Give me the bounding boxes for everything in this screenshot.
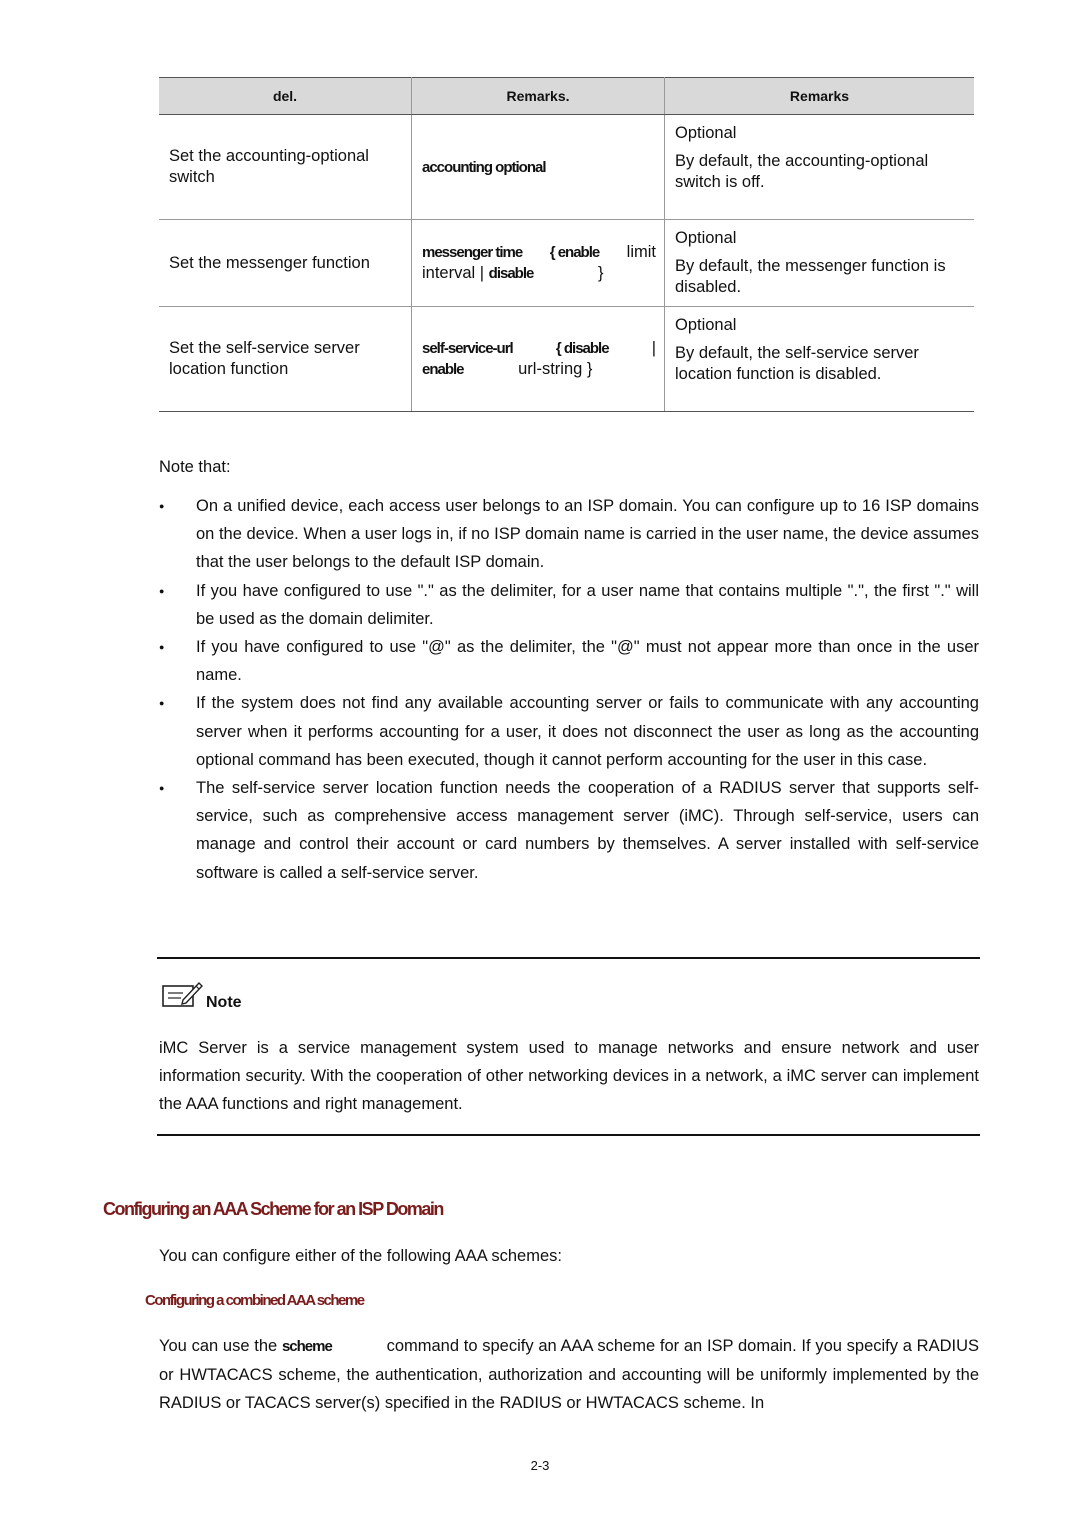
table-row [159,307,974,412]
list-item: ● The self-service server location function needs the cooperation of a RADIUS server that supports self-service, such as comprehensive access management server (iMC). Through self-service, users can manage and control their account or card numbers by themselves. A server installed with self-service software is called a self-service server. [159,774,979,887]
table-cell-todo: Set the accounting-optional switch [159,115,412,220]
command-keyword: { disable [555,340,609,357]
table-header-row [159,78,974,115]
command-table [159,77,974,412]
table-header-todo: del. [159,78,412,115]
section-subheading: Configuring a combined AAA scheme [145,1292,364,1309]
para-rest: command to specify an AAA scheme for an ISP domain. If you specify a RADIUS or HWTACACS scheme, the authentication, authorization and accounting will be uniformly implemented by the RADIUS or TACACS server(s) specified in the RADIUS or HWTACACS scheme. In [159,1337,980,1413]
command-keyword: self-service-url [422,340,513,357]
notes-list [159,492,979,887]
note-top-divider [157,957,980,959]
table-cell-remarks [665,115,975,220]
note-that-label: Note that: [159,458,231,476]
command-keyword: enable [422,361,464,378]
section-heading: Configuring an AAA Scheme for an ISP Domain [103,1199,443,1219]
note-pencil-icon [161,980,203,1010]
table-header-remarks: Remarks [665,78,975,115]
command-part: url-string } [518,360,593,378]
command-keyword: disable [488,265,534,282]
section-intro: You can configure either of the following AAA schemes: [159,1247,562,1265]
list-item: ● If the system does not find any available accounting server or fails to communicate with any accounting server when it performs accounting for a user, it does not disconnect the user as long as the accounting optional command has been executed, though it cannot perform accounting for the user in this case. [159,689,979,774]
list-item: ● On a unified device, each access user belongs to an ISP domain. You can configure up to 16 ISP domains on the device. When a user logs in, if no ISP domain name is carried in the user name, the device assumes that the user belongs to the default ISP domain. [159,492,979,577]
table-row [159,220,974,307]
page-number: 2-3 [530,1458,550,1473]
table-cell-command [412,115,665,220]
para-command: scheme [281,1338,332,1355]
command-part: limit [626,243,656,261]
note-text: iMC Server is a service management system used to manage networks and ensure network and user information security. With the cooperation of other networking devices in a network, a iMC server can implement the AAA functions and right management. [159,1039,979,1114]
note-label: Note [206,994,242,1011]
list-item: ● If you have configured to use "@" as the delimiter, the "@" must not appear more than once in the user name. [159,633,979,689]
command-keyword: messenger time [422,244,523,261]
command-part [550,242,600,263]
table-header-command: Remarks. [412,78,665,115]
remark-line: By default, the self-service server location function is disabled. [675,344,919,383]
table-cell-todo: Set the self-service server location function [159,307,412,412]
remark-line: By default, the messenger function is disabled. [675,257,946,296]
remark-line: By default, the accounting-optional switch is off. [675,152,929,191]
remark-line: Optional [675,316,737,334]
table-cell-remarks [665,220,975,307]
remark-line: Optional [675,124,737,142]
table-cell-remarks [665,307,975,412]
table-cell-command [412,307,665,412]
table-cell-command [412,220,665,307]
remark-line: Optional [675,229,737,247]
table-cell-todo: Set the messenger function [159,220,412,307]
command-keyword: accounting optional [422,158,546,176]
para-prefix: You can use the [159,1337,278,1355]
command-part: interval | [422,264,485,282]
command-keyword: { enable [549,244,600,261]
table-row [159,115,974,220]
section-paragraph [159,1332,979,1418]
note-bottom-divider [157,1134,980,1136]
command-part: } [597,264,604,282]
command-part: | [651,339,656,357]
list-item: ● If you have configured to use "." as the delimiter, for a user name that contains multiple ".", the first "." will be used as the domain delimiter. [159,577,979,633]
